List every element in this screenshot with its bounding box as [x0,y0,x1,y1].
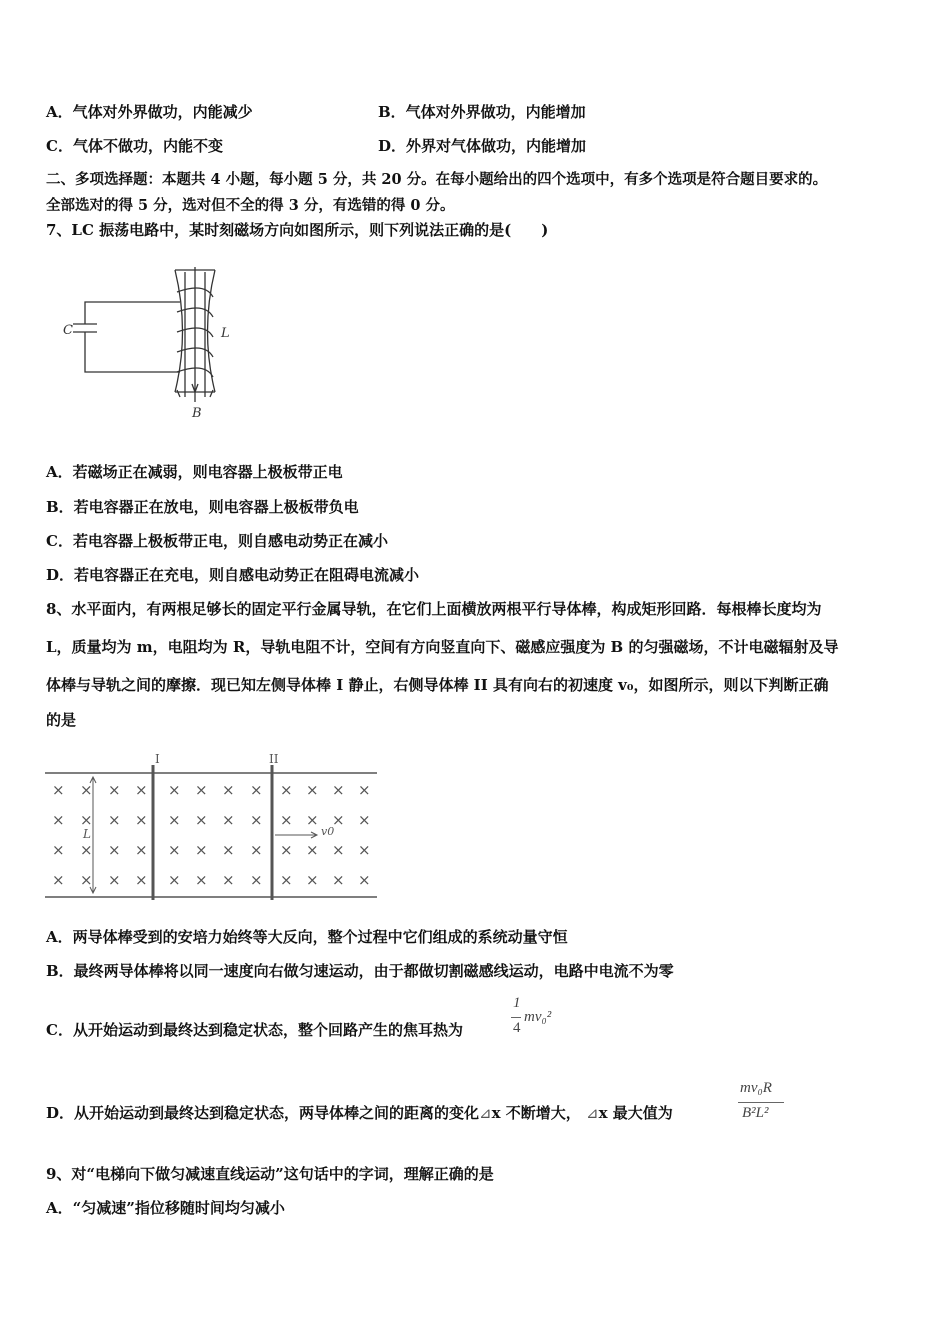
field-cross-mark: × [280,871,293,889]
field-cross-mark: × [280,781,293,799]
field-cross-mark: × [168,811,181,829]
field-cross-mark: × [135,811,148,829]
field-cross-mark: × [195,811,208,829]
d-text-3: x 最大值为 [598,1104,673,1122]
q7-option-a: A．若磁场正在减弱，则电容器上极板带正电 [46,463,343,481]
field-cross-mark: × [358,871,371,889]
field-cross-mark: × [135,781,148,799]
q6-option-d: D．外界对气体做功，内能增加 [378,137,587,155]
field-cross-mark: × [306,871,319,889]
q9-stem: 9、对“电梯向下做匀减速直线运动”这句话中的字词，理解正确的是 [46,1165,494,1183]
c-frac-tail: mv₀² [524,1009,552,1025]
q7-option-b: B．若电容器正在放电，则电容器上极板带负电 [46,498,359,516]
field-cross-mark: × [250,781,263,799]
q7-stem: 7、LC 振荡电路中，某时刻磁场方向如图所示，则下列说法正确的是( ) [46,221,549,239]
field-cross-mark: × [195,871,208,889]
rod-2-label: II [269,752,279,766]
field-cross-mark: × [168,781,181,799]
q8-stem-2: L，质量均为 m，电阻均为 R，导轨电阻不计，空间有方向竖直向下、磁感应强度为 B 的匀强磁场，不计电磁辐射及导 [46,638,839,656]
field-cross-mark: × [52,871,65,889]
field-cross-mark: × [222,841,235,859]
section2-line2: 全部选对的得 5 分，选对但不全的得 3 分，有选错的得 0 分。 [46,197,455,214]
field-cross-mark: × [80,841,93,859]
velocity-label: v0 [321,825,335,838]
q8-stem-4: 的是 [46,711,77,729]
field-cross-mark: × [306,811,319,829]
q6-option-a: A．气体对外界做功，内能减少 [46,103,253,121]
d-text-1: D．从开始运动到最终达到稳定状态，两导体棒之间的距离的变化 [46,1104,480,1122]
d-text-2: x 不断增大， [491,1104,581,1122]
q8-option-a: A．两导体棒受到的安培力始终等大反向，整个过程中它们组成的系统动量守恒 [46,928,568,946]
field-cross-mark: × [250,871,263,889]
q6-option-c: C．气体不做功，内能不变 [46,137,223,155]
delta-symbol: ⊿ [479,1104,492,1122]
field-cross-mark: × [195,781,208,799]
field-cross-mark: × [108,841,121,859]
field-cross-mark: × [358,841,371,859]
field-cross-mark: × [222,811,235,829]
field-cross-mark: × [332,871,345,889]
section2-line1: 二、多项选择题：本题共 4 小题，每小题 5 分，共 20 分。在每小题给出的四个选项中，有多个选项是符合题目要求的。 [46,171,828,188]
field-cross-mark: × [52,841,65,859]
field-cross-mark: × [250,841,263,859]
field-cross-mark: × [135,871,148,889]
field-cross-mark: × [306,841,319,859]
field-cross-mark: × [306,781,319,799]
rails-figure [45,745,380,905]
q8-stem-3: 体棒与导轨之间的摩擦．现已知左侧导体棒 I 静止，右侧导体棒 II 具有向右的初速度 v₀，如图所示，则以下判断正确 [46,676,829,694]
field-cross-mark: × [52,781,65,799]
field-cross-mark: × [222,871,235,889]
field-cross-mark: × [332,811,345,829]
length-label: L [83,827,91,841]
d-frac-den: B²L² [742,1105,769,1121]
q8-stem-1: 8、水平面内，有两根足够长的固定平行金属导轨，在它们上面横放两根平行导体棒，构成矩形回路．每根棒长度均为 [46,600,822,618]
field-cross-mark: × [168,871,181,889]
c-frac-den: 4 [513,1020,521,1036]
q9-option-a: A．“匀减速”指位移随时间均匀减小 [46,1199,285,1217]
field-cross-mark: × [332,781,345,799]
field-cross-mark: × [108,871,121,889]
field-cross-mark: × [332,841,345,859]
field-cross-mark: × [222,781,235,799]
q8-option-c: C．从开始运动到最终达到稳定状态，整个回路产生的焦耳热为 [46,1021,463,1039]
field-cross-mark: × [280,811,293,829]
field-cross-mark: × [52,811,65,829]
q8-option-b: B．最终两导体棒将以同一速度向右做匀速运动，由于都做切割磁感线运动，电路中电流不为零 [46,962,674,980]
field-cross-mark: × [195,841,208,859]
field-cross-mark: × [108,781,121,799]
q8-option-d [46,1103,673,1123]
field-cross-mark: × [168,841,181,859]
capacitor-label: C [63,323,73,338]
q7-option-c: C．若电容器上极板带正电，则自感电动势正在减小 [46,532,388,550]
field-cross-mark: × [80,811,93,829]
lc-circuit-figure [55,262,245,422]
field-cross-mark: × [358,781,371,799]
field-cross-mark: × [80,781,93,799]
inductor-label: L [221,326,230,341]
rod-1-label: I [155,752,160,766]
field-cross-mark: × [135,841,148,859]
c-frac-num: 1 [513,995,521,1011]
field-cross-mark: × [108,811,121,829]
d-frac-num: mv₀R [740,1080,772,1096]
field-label: B [192,406,202,421]
field-cross-mark: × [280,841,293,859]
field-cross-mark: × [250,811,263,829]
field-cross-mark: × [358,811,371,829]
field-cross-mark: × [80,871,93,889]
q7-option-d: D．若电容器正在充电，则自感电动势正在阻碍电流减小 [46,566,420,584]
q6-option-b: B．气体对外界做功，内能增加 [378,103,586,121]
delta-symbol-2: ⊿ [586,1104,599,1122]
